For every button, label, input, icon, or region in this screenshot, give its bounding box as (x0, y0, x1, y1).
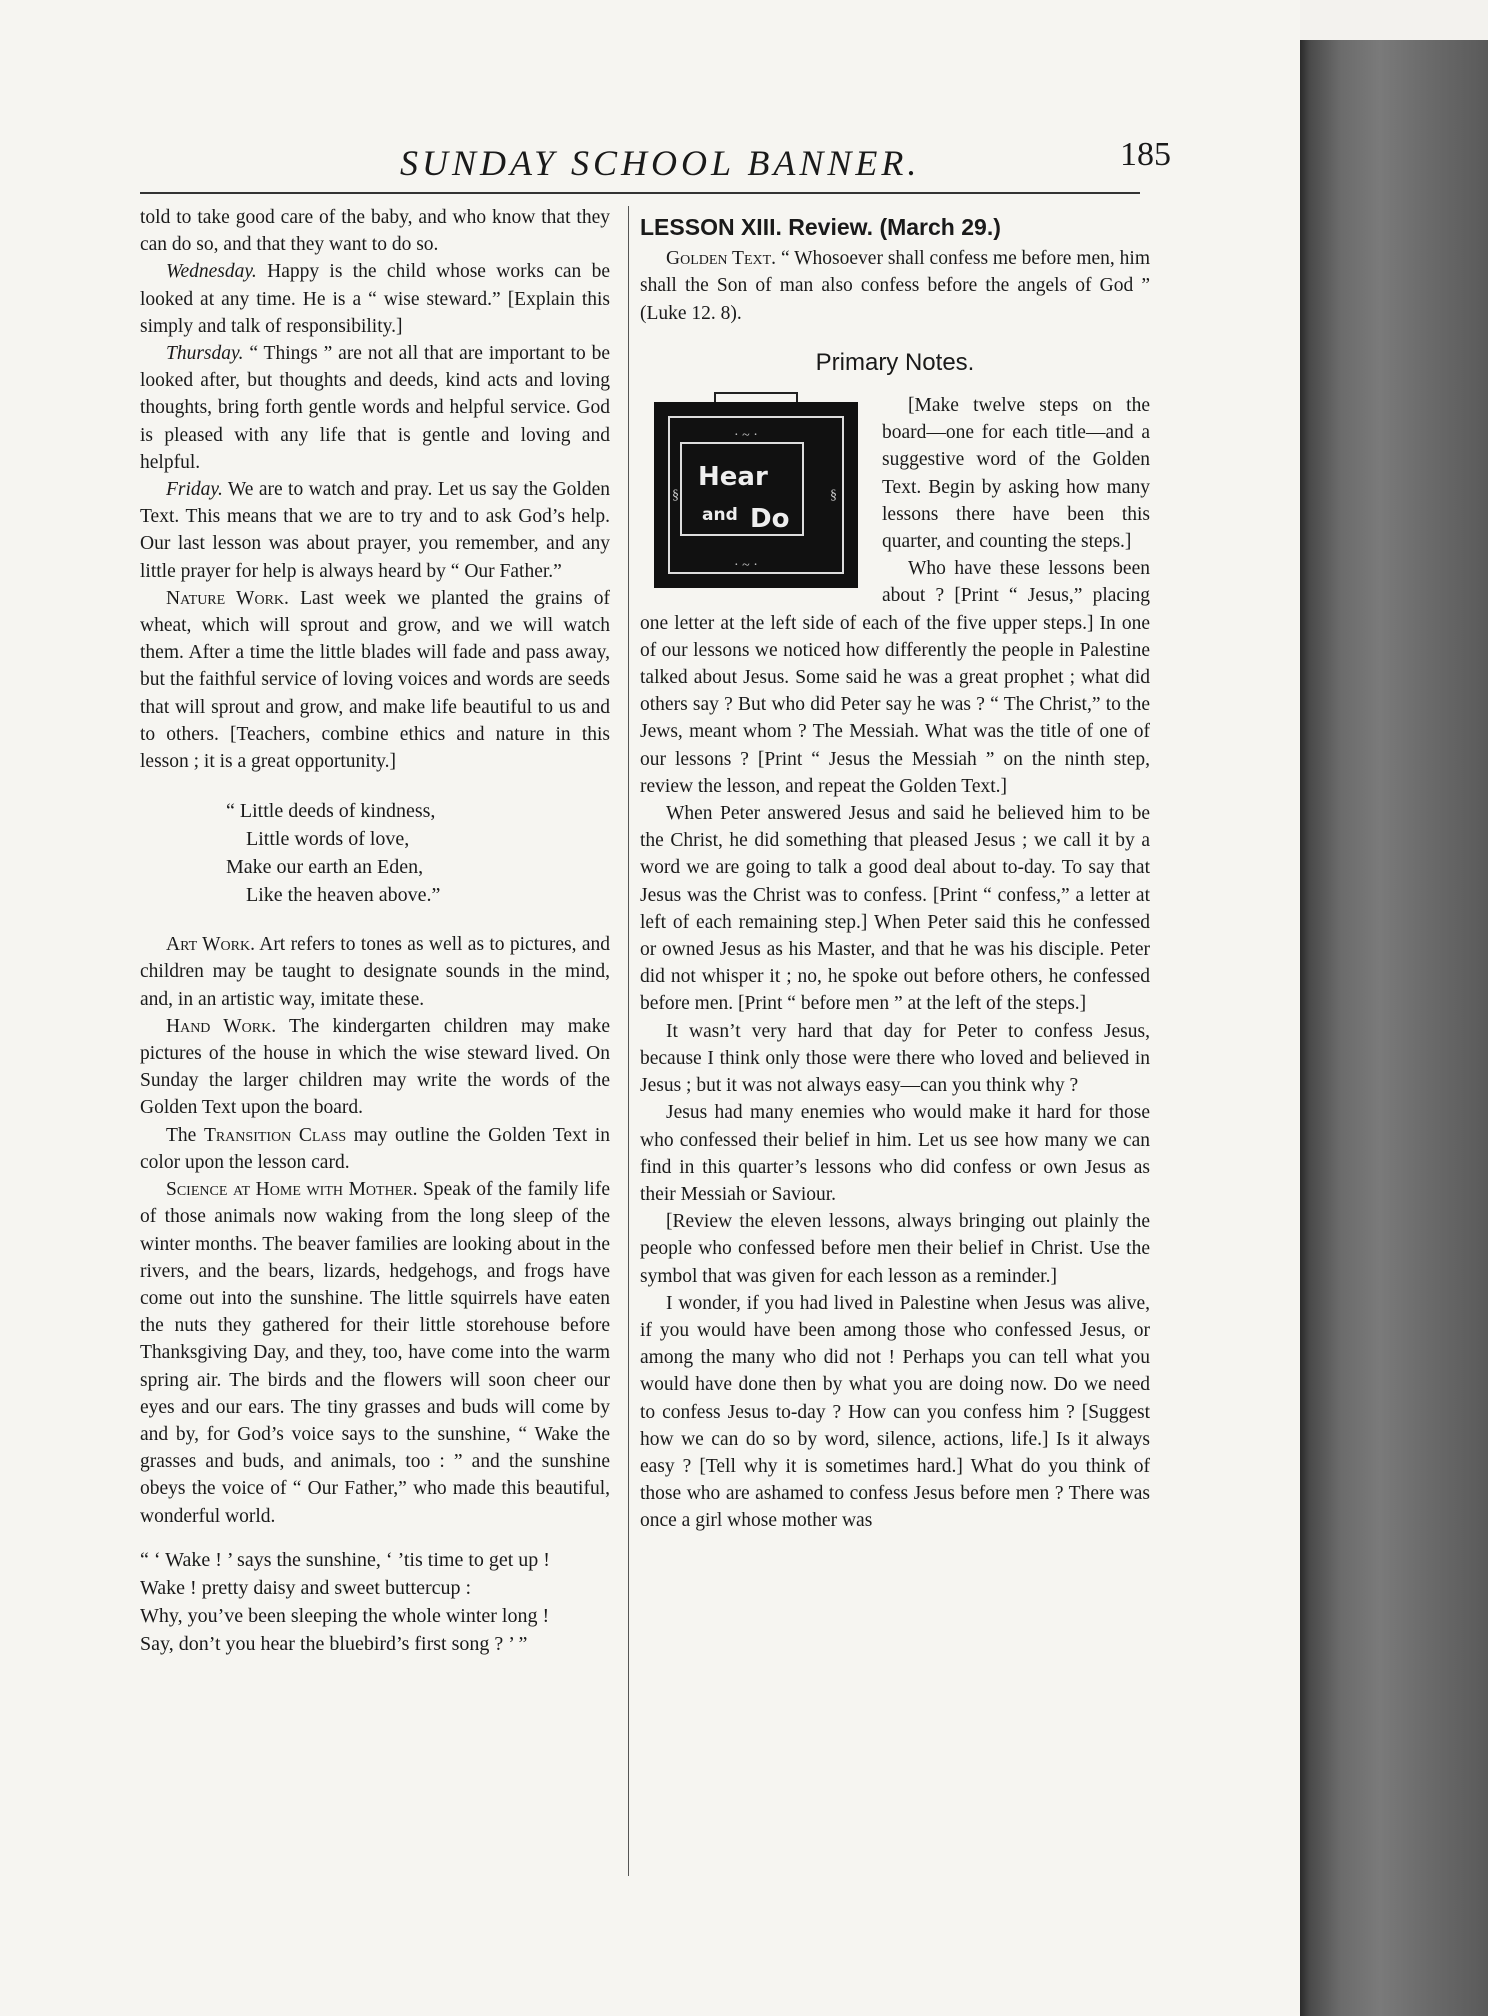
section-label: Hand Work. (166, 1015, 277, 1037)
paragraph-transition-class: The Transition Class may outline the Golden Text in color upon the lesson card. (140, 1124, 610, 1173)
ornament-icon: · ~ · (734, 428, 758, 444)
ornament-icon: § (672, 488, 679, 504)
book-spine (1300, 40, 1488, 2016)
board-word-and: and (702, 505, 738, 526)
poem-line: “ Little deeds of kindness, (226, 800, 436, 823)
paragraph: [Make twelve steps on the board—one for each title—and a suggestive word of the Golden Text. Begin by asking how many lessons there have been this quarter, and counting the steps.] (882, 395, 1150, 553)
golden-text: Golden Text. “ Whosoever shall confess me before men, him shall the Son of man also confess before the angels of God ” (Luke 12. 8). (640, 248, 1150, 324)
ornament-icon: § (830, 488, 837, 504)
board-word-do: Do (750, 504, 790, 535)
paragraph-hand-work: Hand Work. The kindergarten children may make pictures of the house in which the wise steward lived. On Sunday the larger children may write the words of the Golden Text upon the board. (140, 1015, 610, 1119)
left-column (140, 204, 610, 1658)
poem-wake (140, 1546, 610, 1658)
paragraph-nature-work: Nature Work. Last week we planted the grains of wheat, which will sprout and grow, and we will watch them. After a time the little blades will fade and pass away, but the faithful service of loving voices and words are seeds that will sprout and grow, and make life beautiful to us and to others. [Teachers, combine ethics and nature in this lesson ; it is a great opportunity.] (140, 587, 610, 773)
poem-line: “ ‘ Wake ! ’ says the sunshine, ‘ ’tis time to get up ! (140, 1548, 550, 1571)
poem-line: Why, you’ve been sleeping the whole winter long ! (140, 1604, 550, 1627)
header-rule (140, 192, 1140, 194)
paragraph-thursday: Thursday. “ Things ” are not all that are important to be looked after, but thoughts and deeds, kind acts and loving thoughts, bring forth gentle words and helpful service. God is pleased with any life that is gentle and loving and helpful. (140, 343, 610, 473)
day-label: Friday. (166, 479, 223, 501)
section-label: Art Work. (166, 934, 255, 956)
paragraph-science: Science at Home with Mother. Speak of the family life of those animals now waking from the long sleep of the winter months. The beaver families are looking about in the rivers, and the bears, lizards, hedgehogs, and frogs have come out into the sunshine. The little squirrels have eaten the nuts they gathered for their little storehouse before Thanksgiving Day, and they, too, have come into the warm spring air. The birds and the flowers will soon cheer our eyes and our ears. The tiny grasses and buds will come by and by, for God’s voice says to the sunshine, “ Wake the grasses and buds, and animals, too : ” and the sunshine obeys the voice of “ Our Father,” who made this beautiful, wonderful world. (140, 1179, 611, 1527)
paragraph: It wasn’t very hard that day for Peter to confess Jesus, because I think only those were there who loved and believed in Jesus ; but it was not always easy—can you think why ? (640, 1020, 1150, 1097)
section-label: Transition Class (203, 1124, 347, 1146)
section-label: Science at Home with Mother. (166, 1179, 418, 1201)
poem-line: Little words of love, (246, 828, 410, 851)
day-label: Wednesday. (166, 261, 257, 283)
section-label: Golden Text. (666, 248, 777, 270)
column-divider (628, 206, 629, 1876)
poem-kindness (226, 797, 610, 909)
hear-and-do-illustration (654, 392, 870, 592)
margin-top-right (1300, 0, 1488, 40)
paragraph: When Peter answered Jesus and said he believed him to be the Christ, he did something that pleased Jesus ; we call it by a word we are going to talk a good deal about to-day. To say that Jesus was the Christ was to confess. [Print “ confess,” a letter at left of each remaining step.] When Peter said this he confessed or owned Jesus as his Master, and that he was his disciple. Peter did not whisper it ; no, he spoke out before others, he confessed before men. [Print “ before men ” at the left of the steps.] (640, 803, 1150, 1015)
paragraph-friday: Friday. We are to watch and pray. Let us say the Golden Text. This means that we are to try and to ask God’s help. Our last lesson was about prayer, you remember, and any little prayer for help is always heard by “ Our Father.” (140, 479, 610, 582)
ornament-icon: · ~ · (734, 558, 758, 574)
running-header: SUNDAY SCHOOL BANNER. (400, 143, 921, 183)
section-label: Nature Work. (166, 587, 289, 609)
paragraph: [Review the eleven lessons, always bringing out plainly the people who confessed before men their belief in Christ. Use the symbol that was given for each lesson as a reminder.] (640, 1211, 1150, 1287)
poem-line: Say, don’t you hear the bluebird’s first song ? ’ ” (140, 1632, 528, 1655)
day-label: Thursday. (166, 343, 244, 365)
paragraph: Jesus had many enemies who would make it hard for those who confessed their belief in him. Let us see how many we can find in this quarter’s lessons who did confess or own Jesus as their Messiah or Saviour. (640, 1102, 1150, 1205)
paragraph: I wonder, if you had lived in Palestine when Jesus was alive, if you would have been among those who confessed Jesus, or among the many who did not ! Perhaps you can tell what you would have done then by what you are doing now. Do we need to confess Jesus to-day ? How can you confess him ? [Suggest how we can do so by word, silence, actions, life.] Is it always easy ? [Tell why it is sometimes hard.] What do you think of those who are ashamed to confess Jesus before men ? There was once a girl whose mother was (640, 1292, 1150, 1532)
page-number: 185 (1120, 136, 1171, 173)
paragraph-wednesday: Wednesday. Happy is the child whose works can be looked at any time. He is a “ wise steward.” [Explain this simply and talk of responsibility.] (140, 261, 610, 337)
right-column (640, 204, 1150, 1535)
board-word-hear: Hear (698, 462, 768, 493)
poem-line: Like the heaven above.” (246, 884, 441, 907)
paragraph: told to take good care of the baby, and who know that they can do so, and that they want to do so. (140, 207, 610, 256)
poem-line: Make our earth an Eden, (226, 856, 424, 879)
lesson-heading: LESSON XIII. Review. (March 29.) (640, 214, 1001, 240)
picture-frame (654, 402, 858, 588)
paragraph-art-work: Art Work. Art refers to tones as well as to pictures, and children may be taught to designate sounds in the mind, and, in an artistic way, imitate these. (140, 934, 610, 1010)
section-title: Primary Notes. (815, 348, 975, 376)
poem-line: Wake ! pretty daisy and sweet buttercup : (140, 1576, 472, 1599)
paragraph: Who have these lessons been about ? [Print “ Jesus,” placing one letter at the left side of each of the five upper steps.] In one of our lessons we noticed how differently the people in Palestine talked about Jesus. Some said he was a great prophet ; what did others say ? But who did Peter say he was ? “ The Christ,” to the Jews, meant whom ? The Messiah. What was the title of one of our lessons ? [Print “ Jesus the Messiah ” on the ninth step, review the lesson, and repeat the Golden Text.] (640, 558, 1150, 797)
